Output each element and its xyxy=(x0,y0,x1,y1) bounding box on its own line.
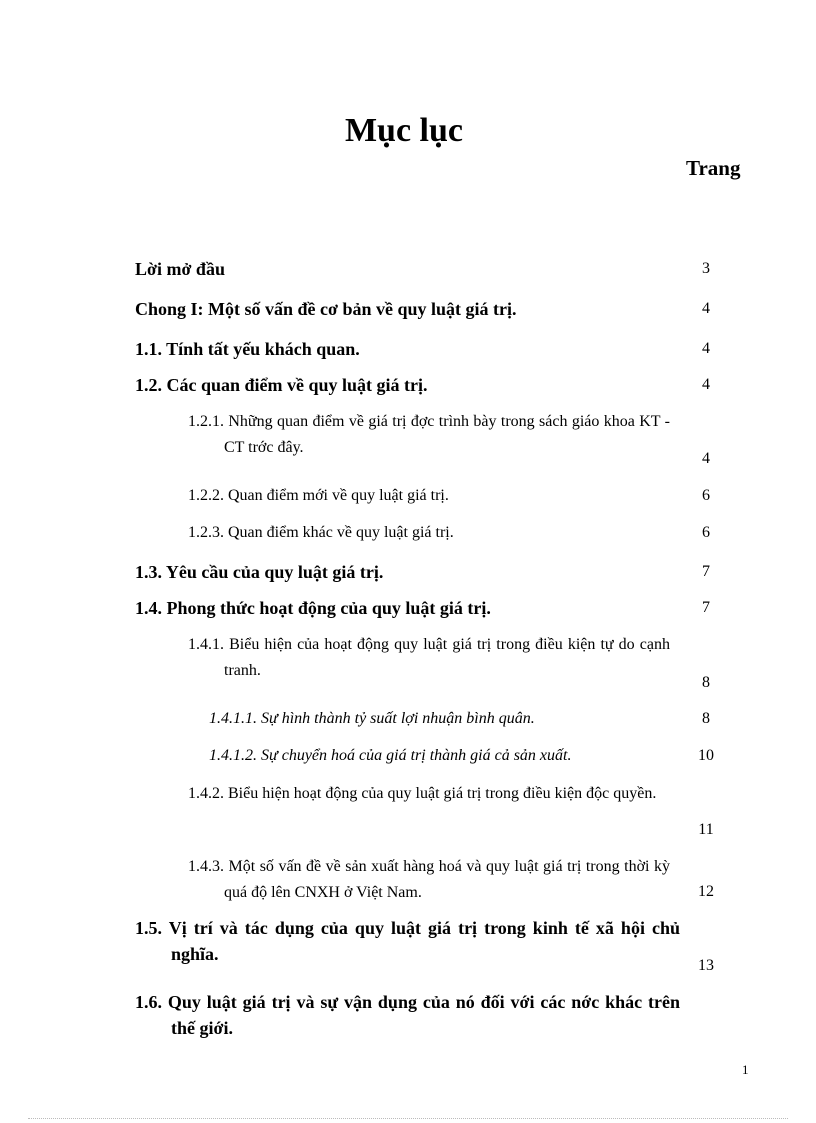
toc-entry-page: 8 xyxy=(702,674,710,691)
page-number: 1 xyxy=(742,1062,749,1077)
toc-entry-page: 12 xyxy=(698,883,714,900)
toc-entry-page: 6 xyxy=(702,524,710,541)
toc-entry-page: 4 xyxy=(702,340,710,357)
page-column-header: Trang xyxy=(686,156,741,180)
toc-entry-text: Lời mở đầu xyxy=(135,259,225,279)
toc-entry-text: 1.6. Quy luật giá trị và sự vận dụng của nó đối với các nớc khác trên thế giới. xyxy=(135,992,680,1038)
toc-entry-page: 11 xyxy=(698,821,714,838)
toc-entry-text: 1.4.2. Biểu hiện hoạt động của quy luật giá trị trong điều kiện độc quyền. xyxy=(188,785,657,802)
toc-entry-page: 4 xyxy=(702,376,710,393)
toc-entry-page: 13 xyxy=(698,957,714,974)
toc-entry-page: 6 xyxy=(702,487,710,504)
toc-entry-text: 1.2.2. Quan điểm mới về quy luật giá trị. xyxy=(188,487,449,504)
toc-entry-page: 4 xyxy=(702,300,710,317)
toc-entry-text: 1.2.1. Những quan điểm về giá trị đợc trình bày trong sách giáo khoa KT - CT trớc đây. xyxy=(188,413,670,456)
toc-entry-text: 1.5. Vị trí và tác dụng của quy luật giá trị trong kinh tế xã hội chủ nghĩa. xyxy=(135,918,680,964)
page-bottom-divider xyxy=(28,1118,788,1119)
toc-entry-page: 7 xyxy=(702,599,710,616)
toc-entry-page: 10 xyxy=(698,747,714,764)
toc-entry-page: 7 xyxy=(702,563,710,580)
toc-entry-page: 8 xyxy=(702,710,710,727)
toc-entry-text: 1.1. Tính tất yếu khách quan. xyxy=(135,339,360,359)
page-title: Mục lục xyxy=(344,112,464,149)
toc-entry-page: 4 xyxy=(702,450,710,467)
toc-entry-page: 3 xyxy=(702,260,710,277)
toc-entry-text: Chong I: Một số vấn đề cơ bản về quy luật giá trị. xyxy=(135,299,517,319)
toc-entry-text: 1.4.3. Một số vấn đề về sản xuất hàng hoá và quy luật giá trị trong thời kỳ quá độ lên CNXH ở Việt Nam. xyxy=(188,858,670,901)
toc-entry-text: 1.2.3. Quan điểm khác về quy luật giá trị. xyxy=(188,524,454,541)
toc-entry-text: 1.4. Phong thức hoạt động của quy luật giá trị. xyxy=(135,598,491,618)
toc-entry-text: 1.4.1. Biểu hiện của hoạt động quy luật giá trị trong điều kiện tự do cạnh tranh. xyxy=(188,636,670,679)
toc-entry-text: 1.4.1.2. Sự chuyển hoá của giá trị thành giá cả sản xuất. xyxy=(209,747,572,764)
toc-entry-text: 1.3. Yêu cầu của quy luật giá trị. xyxy=(135,562,384,582)
toc-entry-text: 1.4.1.1. Sự hình thành tỷ suất lợi nhuận bình quân. xyxy=(209,710,535,727)
toc-entry-text: 1.2. Các quan điểm về quy luật giá trị. xyxy=(135,375,428,395)
